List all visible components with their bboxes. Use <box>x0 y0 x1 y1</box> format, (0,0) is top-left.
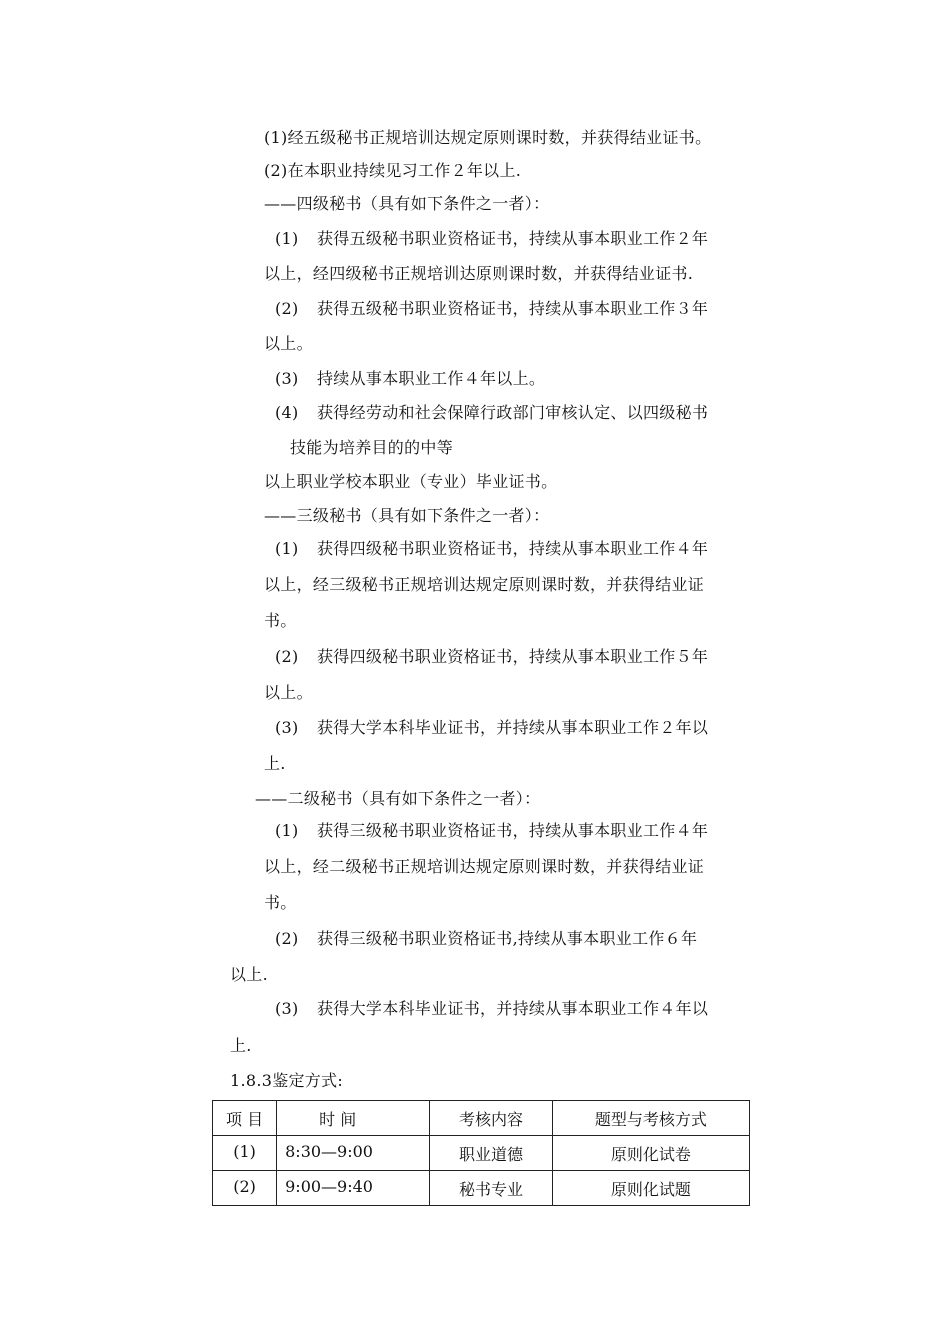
list-text: 获得四级秘书职业资格证书，持续从事本职业工作４年 <box>317 539 709 558</box>
list-text: 获得三级秘书职业资格证书，持续从事本职业工作４年 <box>317 821 709 840</box>
list-text: 获得大学本科毕业证书，并持续从事本职业工作２年以 <box>317 718 709 737</box>
list-item <box>275 647 708 667</box>
list-number: (1) <box>275 229 299 248</box>
text-line: 以上，经四级秘书正规培训达原则课时数，并获得结业证书. <box>264 264 694 283</box>
table-cell: 职业道德 <box>430 1136 553 1171</box>
table-cell: 原则化试题 <box>552 1171 749 1206</box>
list-item <box>275 299 708 319</box>
text-line: (1)经五级秘书正规培训达规定原则课时数，并获得结业证书。 <box>264 128 712 147</box>
list-text: 获得三级秘书职业资格证书,持续从事本职业工作６年 <box>317 929 698 948</box>
section-number-heading: 1.8.3鉴定方式: <box>230 1071 344 1090</box>
list-text: 获得五级秘书职业资格证书，持续从事本职业工作３年 <box>317 299 709 318</box>
list-number: (2) <box>275 647 299 666</box>
table-cell: 9:00—9:40 <box>277 1171 430 1206</box>
list-number: (3) <box>275 369 299 388</box>
table-header-row <box>213 1101 750 1136</box>
text-line: 以上，经三级秘书正规培训达规定原则课时数，并获得结业证 <box>264 575 705 594</box>
list-number: (2) <box>275 929 299 948</box>
text-line: 书。 <box>264 893 297 912</box>
text-line: 上. <box>230 1036 252 1055</box>
text-line: (2)在本职业持续见习工作２年以上. <box>264 161 522 180</box>
text-line: 技能为培养目的的中等 <box>290 438 454 457</box>
table-cell: (2) <box>213 1171 277 1206</box>
section-heading: ——三级秘书（具有如下条件之一者）： <box>264 506 550 525</box>
header-cell: 时 间 <box>277 1101 430 1136</box>
list-text: 获得五级秘书职业资格证书，持续从事本职业工作２年 <box>317 229 709 248</box>
list-item <box>275 718 708 738</box>
list-item <box>275 369 545 389</box>
table-cell: 秘书专业 <box>430 1171 553 1206</box>
text-line: 以上。 <box>264 683 313 702</box>
text-line: 以上。 <box>264 334 313 353</box>
list-item <box>275 403 708 423</box>
header-cell: 考核内容 <box>430 1101 553 1136</box>
header-cell: 题型与考核方式 <box>552 1101 749 1136</box>
list-item <box>275 229 708 249</box>
assessment-table <box>212 1100 750 1206</box>
list-text: 获得四级秘书职业资格证书，持续从事本职业工作５年 <box>317 647 709 666</box>
table-cell: 原则化试卷 <box>552 1136 749 1171</box>
list-item <box>275 929 697 949</box>
list-number: (4) <box>275 403 299 422</box>
list-item <box>275 821 708 841</box>
text-line: 以上. <box>230 965 268 984</box>
text-line: 以上职业学校本职业（专业）毕业证书。 <box>264 472 558 491</box>
list-number: (3) <box>275 999 299 1018</box>
table-cell: 8:30—9:00 <box>277 1136 430 1171</box>
list-number: (1) <box>275 821 299 840</box>
text-line: 以上，经二级秘书正规培训达规定原则课时数，并获得结业证 <box>264 857 705 876</box>
section-heading: ——四级秘书（具有如下条件之一者）： <box>264 194 550 213</box>
list-text: 获得经劳动和社会保障行政部门审核认定、以四级秘书 <box>317 403 709 422</box>
list-item <box>275 999 708 1019</box>
text-line: 上. <box>264 754 286 773</box>
text-line: 书。 <box>264 611 297 630</box>
table-cell: (1) <box>213 1136 277 1171</box>
section-heading: ——二级秘书（具有如下条件之一者）： <box>255 789 541 808</box>
table-row <box>213 1171 750 1206</box>
list-text: 持续从事本职业工作４年以上。 <box>317 369 546 388</box>
list-number: (1) <box>275 539 299 558</box>
list-number: (2) <box>275 299 299 318</box>
list-text: 获得大学本科毕业证书，并持续从事本职业工作４年以 <box>317 999 709 1018</box>
table-row <box>213 1136 750 1171</box>
header-cell: 项 目 <box>213 1101 277 1136</box>
list-number: (3) <box>275 718 299 737</box>
list-item <box>275 539 708 559</box>
